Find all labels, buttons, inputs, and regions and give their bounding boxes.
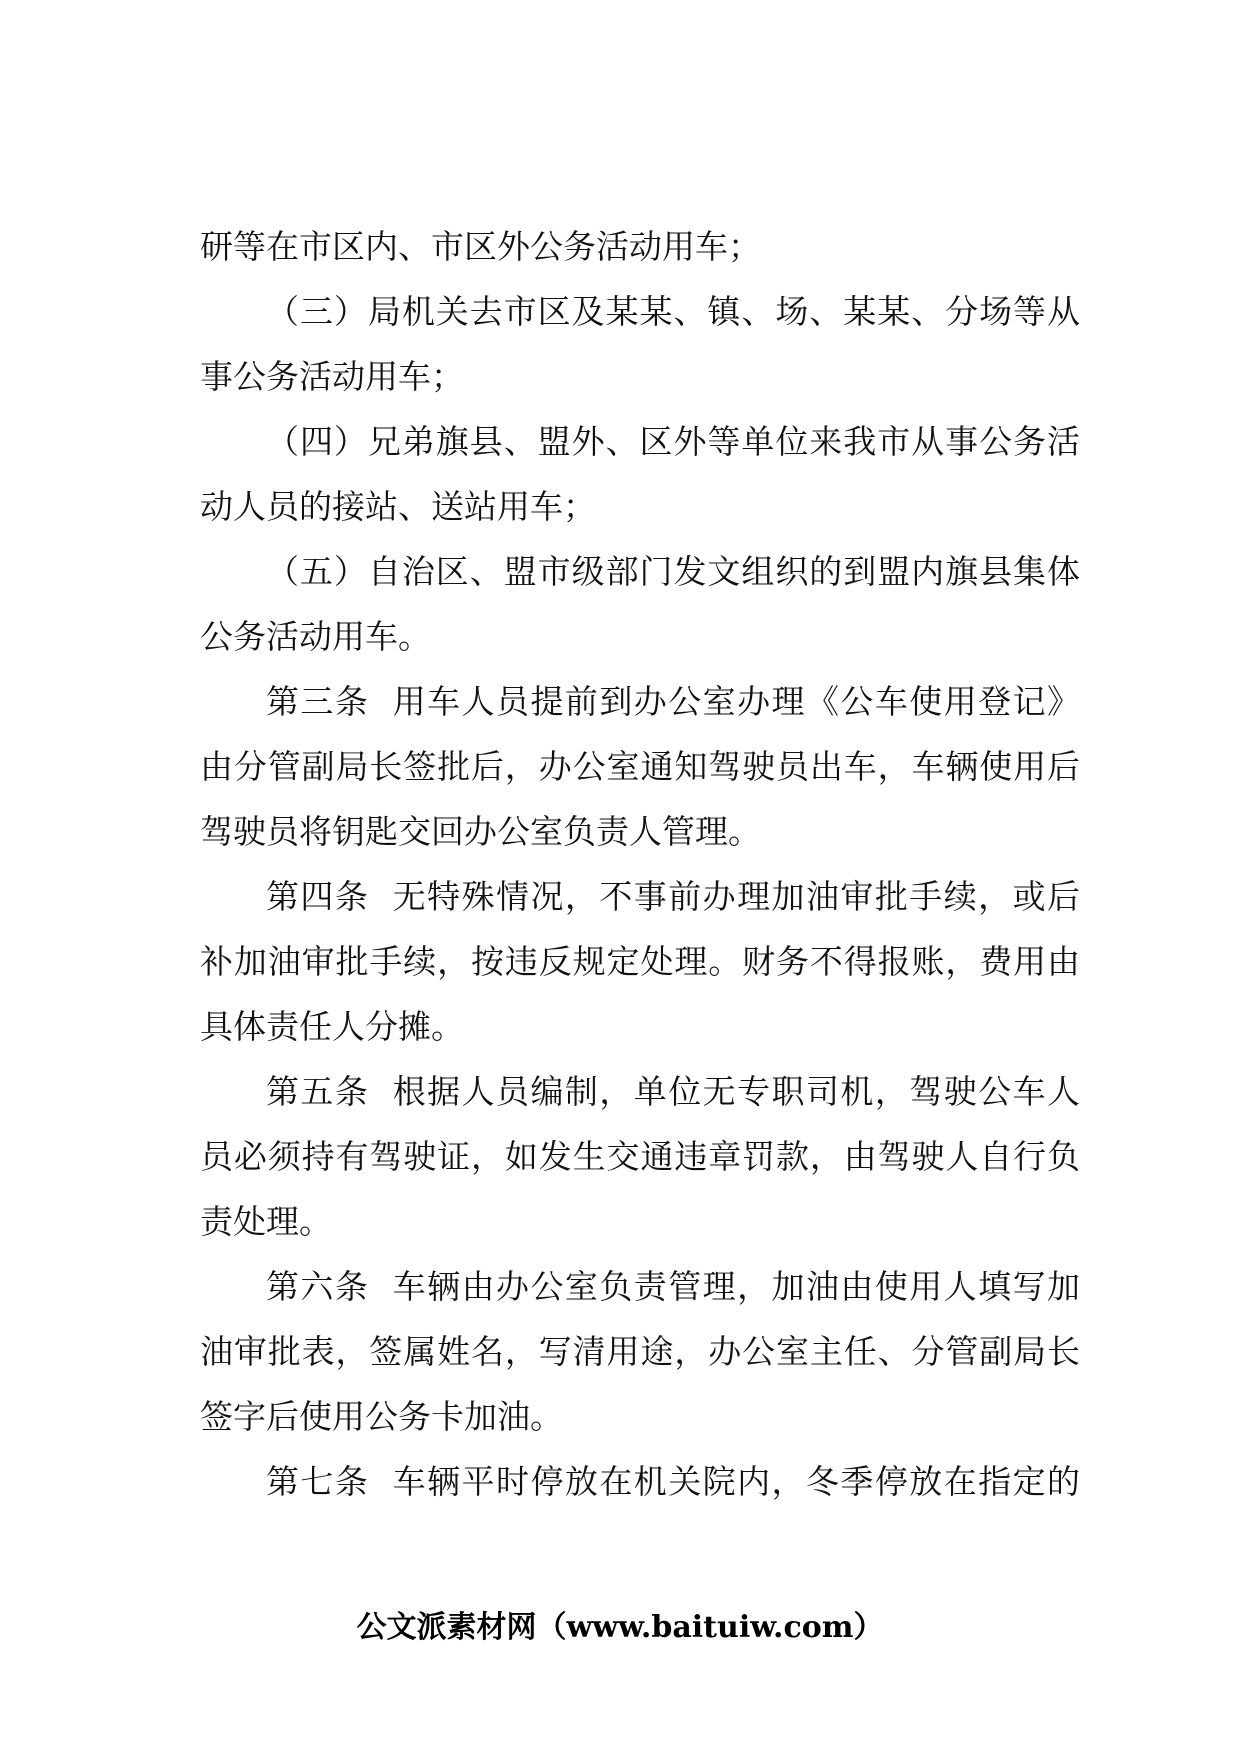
line-text: （五）自治区、盟市级部门发文组织的到盟内旗县集体	[266, 552, 1080, 591]
line-text: 公务活动用车。	[200, 617, 431, 656]
text-line	[200, 482, 1080, 547]
line-text: 事公务活动用车；	[200, 357, 464, 396]
article-label: 第三条	[266, 682, 370, 721]
line-text: 补加油审批手续，按违反规定处理。财务不得报账，费用由	[200, 942, 1080, 981]
line-text: 根据人员编制，单位无专职司机，驾驶公车人	[391, 1072, 1081, 1111]
article-line	[200, 677, 1080, 742]
line-text: 由分管副局长签批后，办公室通知驾驶员出车，车辆使用后	[200, 747, 1080, 786]
line-text: 动人员的接站、送站用车；	[200, 487, 596, 526]
text-line	[200, 352, 1080, 417]
footer-watermark: 公文派素材网（www.baituiw.com）	[356, 1610, 884, 1645]
text-line	[200, 1197, 1080, 1262]
article-label: 第五条	[266, 1072, 370, 1111]
line-text: 责处理。	[200, 1202, 332, 1241]
line-text: （三）局机关去市区及某某、镇、场、某某、分场等从	[266, 292, 1080, 331]
line-text: 车辆由办公室负责管理，加油由使用人填写加	[391, 1267, 1081, 1306]
line-text: 具体责任人分摊。	[200, 1007, 464, 1046]
line-text: 用车人员提前到办公室办理《公车使用登记》	[391, 682, 1081, 721]
line-text: 无特殊情况，不事前办理加油审批手续，或后	[391, 877, 1081, 916]
text-line	[200, 287, 1080, 352]
text-line	[200, 612, 1080, 677]
text-line	[200, 222, 1080, 287]
text-line	[200, 1327, 1080, 1392]
line-text: （四）兄弟旗县、盟外、区外等单位来我市从事公务活	[266, 422, 1080, 461]
article-line	[200, 872, 1080, 937]
text-line	[200, 1392, 1080, 1457]
text-line	[200, 1002, 1080, 1067]
line-text: 签字后使用公务卡加油。	[200, 1397, 563, 1436]
line-text: 研等在市区内、市区外公务活动用车；	[200, 227, 761, 266]
line-text: 员必须持有驾驶证，如发生交通违章罚款，由驾驶人自行负	[200, 1137, 1080, 1176]
text-line	[200, 937, 1080, 1002]
line-text: 油审批表，签属姓名，写清用途，办公室主任、分管副局长	[200, 1332, 1080, 1371]
article-line	[200, 1067, 1080, 1132]
line-text: 车辆平时停放在机关院内，冬季停放在指定的	[391, 1462, 1081, 1501]
article-line	[200, 1262, 1080, 1327]
article-label: 第四条	[266, 877, 370, 916]
article-label: 第六条	[266, 1267, 370, 1306]
text-line	[200, 1132, 1080, 1197]
text-line	[200, 807, 1080, 872]
text-line	[200, 417, 1080, 482]
text-line	[200, 742, 1080, 807]
article-label: 第七条	[266, 1462, 370, 1501]
line-text: 驾驶员将钥匙交回办公室负责人管理。	[200, 812, 761, 851]
article-line	[200, 1457, 1080, 1522]
document-body	[200, 222, 1080, 1522]
text-line	[200, 547, 1080, 612]
